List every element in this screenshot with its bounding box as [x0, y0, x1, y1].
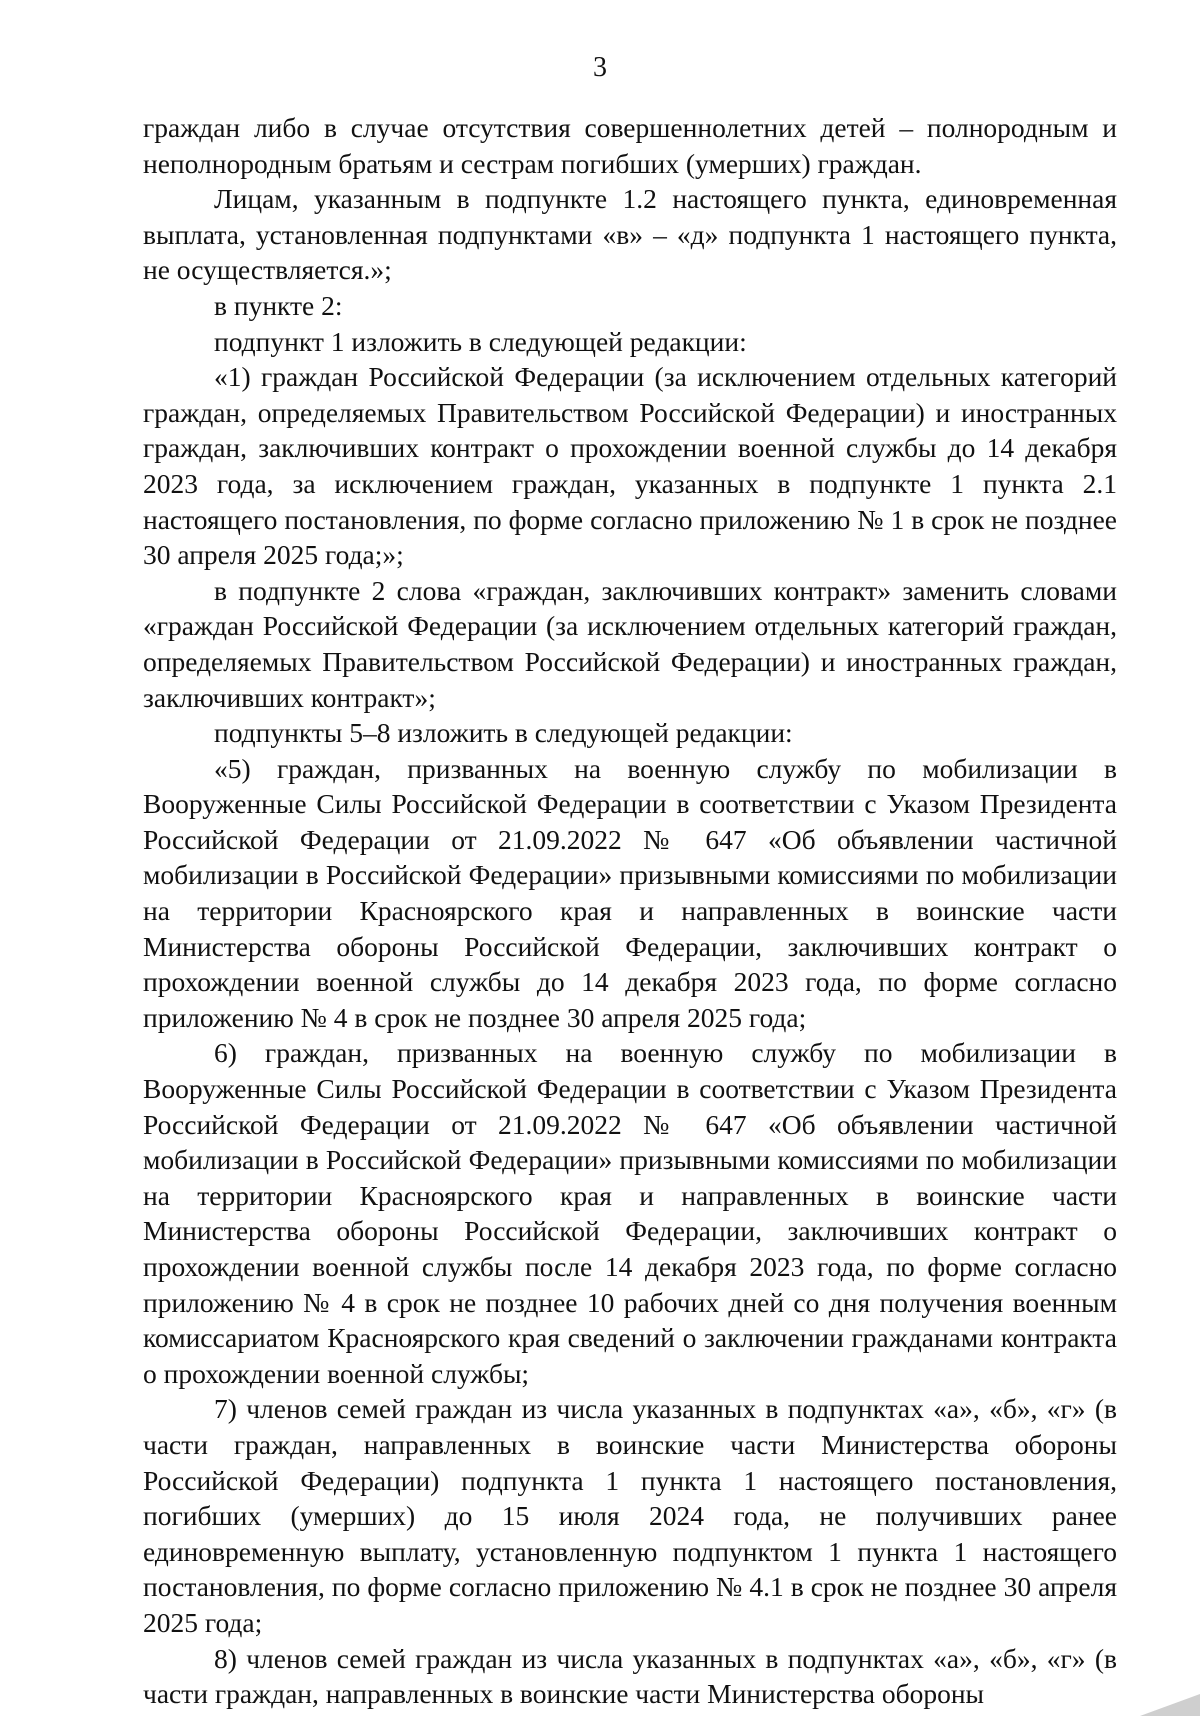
paragraph: Лицам, указанным в подпункте 1.2 настоящего пункта, единовременная выплата, установленная подпунктами «в» – «д» подпункта 1 настоящего пункта, не осуществляется.»; [143, 183, 1117, 286]
paragraph: в пункте 2: [214, 289, 343, 321]
page-number: 3 [593, 52, 607, 83]
paragraph: «1) граждан Российской Федерации (за исключением отдельных категорий граждан, определяемых Правительством Российской Федерации) и иностранных граждан, заключивших контракт о прохождении военной службы до 14 декабря 2023 года, за исключением граждан, указанных в подпункте 1 пункта 2.1 настоящего постановления, по форме согласно приложению № 1 в срок не позднее 30 апреля 2025 года;»; [143, 361, 1117, 571]
document-body [143, 110, 1117, 1712]
paragraph: 8) членов семей граждан из числа указанных в подпунктах «а», «б», «г» (в части граждан, направленных в воинские части Министерства обороны [143, 1642, 1117, 1710]
paragraph: 6) граждан, призванных на военную службу по мобилизации в Вооруженные Силы Российской Федерации в соответствии с Указом Президента Российской Федерации от 21.09.2022 № 647 «Об объявлении частичной мобилизации в Российской Федерации» призывными комиссиями по мобилизации на территории Красноярского края и направленных в воинские части Министерства обороны Российской Федерации, заключивших контракт о прохождении военной службы после 14 декабря 2023 года, по форме согласно приложению № 4 в срок не позднее 10 рабочих дней со дня получения военным комиссариатом Красноярского края сведений о заключении гражданами контракта о прохождении военной службы; [143, 1037, 1117, 1389]
paragraph: «5) граждан, призванных на военную службу по мобилизации в Вооруженные Силы Российской Федерации в соответствии с Указом Президента Российской Федерации от 21.09.2022 № 647 «Об объявлении частичной мобилизации в Российской Федерации» призывными комиссиями по мобилизации на территории Красноярского края и направленных в воинские части Министерства обороны Российской Федерации, заключивших контракт о прохождении военной службы до 14 декабря 2023 года, по форме согласно приложению № 4 в срок не позднее 30 апреля 2025 года; [143, 752, 1117, 1033]
page-corner-shading [1140, 1694, 1200, 1716]
paragraph: 7) членов семей граждан из числа указанных в подпунктах «а», «б», «г» (в части граждан, направленных в воинские части Министерства обороны Российской Федерации) подпункта 1 пункта 1 настоящего постановления, погибших (умерших) до 15 июля 2024 года, не получивших ранее единовременную выплату, установленную подпунктом 1 пункта 1 настоящего постановления, по форме согласно приложению № 4.1 в срок не позднее 30 апреля 2025 года; [143, 1393, 1117, 1638]
paragraph: в подпункте 2 слова «граждан, заключивших контракт» заменить словами «граждан Российской Федерации (за исключением отдельных категорий граждан, определяемых Правительством Российской Федерации) и иностранных граждан, заключивших контракт»; [143, 574, 1117, 713]
paragraph-continuation: граждан либо в случае отсутствия совершеннолетних детей – полнородным и неполнородным братьям и сестрам погибших (умерших) граждан. [143, 112, 1117, 179]
paragraph: подпункты 5–8 изложить в следующей редакции: [214, 717, 793, 749]
paragraph: подпункт 1 изложить в следующей редакции: [214, 325, 747, 357]
